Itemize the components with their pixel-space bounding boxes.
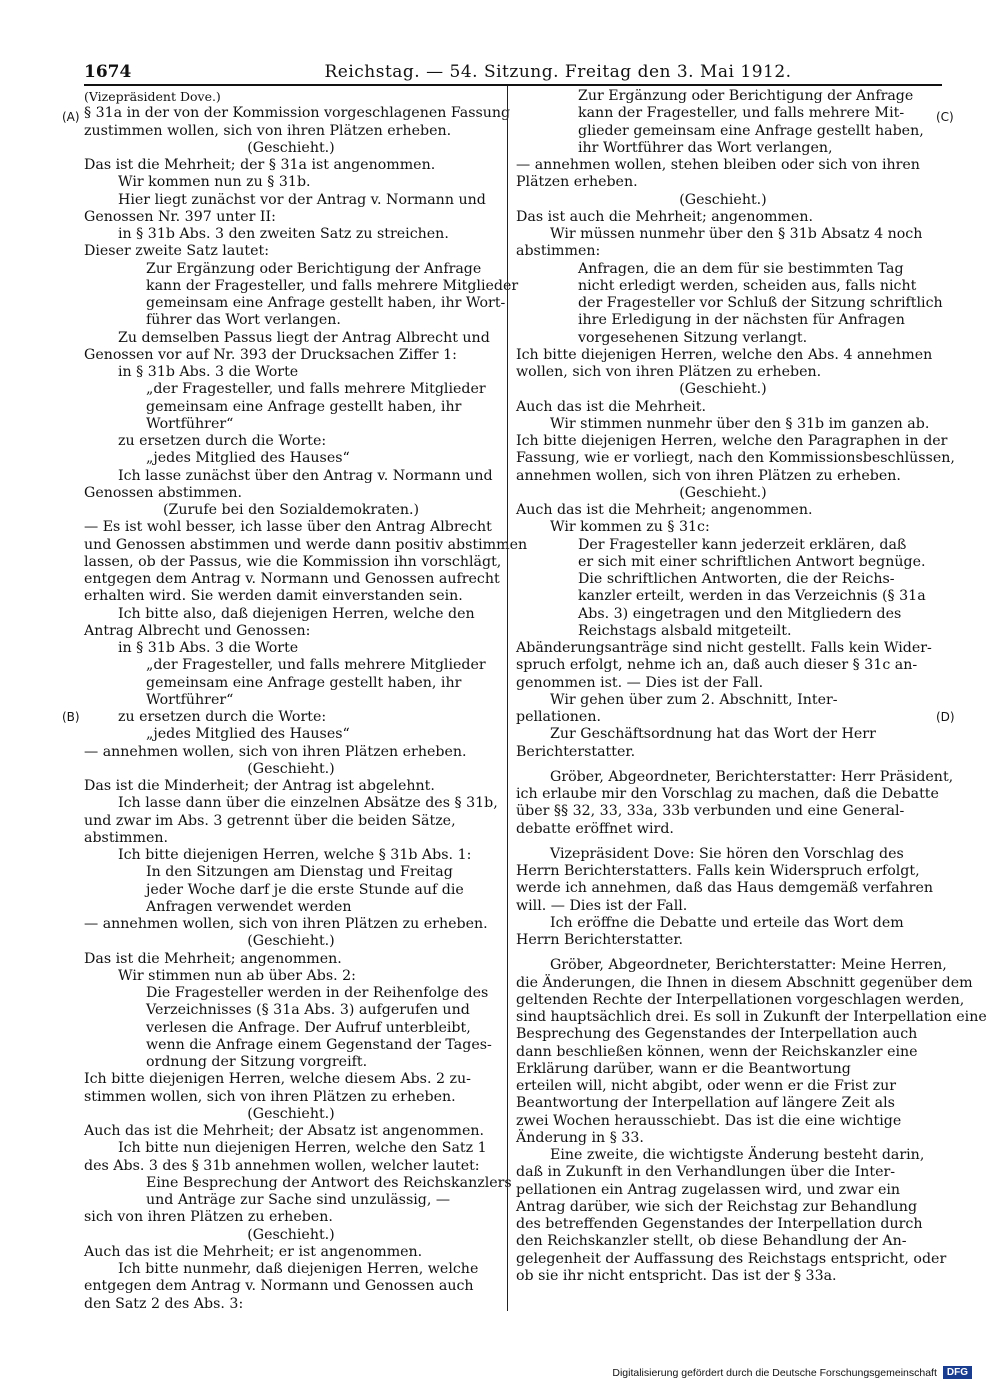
text-line: „jedes Mitglied des Hauses“ (146, 450, 350, 467)
text-line: den Satz 2 des Abs. 3: (84, 1295, 244, 1312)
text-line (516, 949, 930, 957)
text-line: Wir stimmen nun ab über Abs. 2: (118, 967, 356, 984)
page-header (84, 52, 942, 82)
text-line: (Geschieht.) (679, 191, 767, 208)
text-line: kann der Fragesteller, und falls mehrere Mit- (578, 105, 905, 122)
text-line: ordnung der Sitzung vorgreift. (146, 1054, 368, 1070)
text-line: — annehmen wollen, stehen bleiben oder sich von ihren (516, 157, 920, 173)
text-line: Wir müssen nunmehr über den § 31b Absatz 4 noch (550, 226, 923, 242)
text-line: Der Fragesteller kann jederzeit erklären, daß (578, 536, 907, 553)
text-line (516, 838, 930, 846)
text-line: Das ist die Mehrheit; angenommen. (84, 950, 342, 967)
text-line: „jedes Mitglied des Hauses“ (146, 726, 350, 743)
text-line: vorgesehenen Sitzung verlangt. (578, 329, 808, 346)
text-line: (Geschieht.) (247, 1226, 335, 1243)
text-line: Zu demselben Passus liegt der Antrag Albrecht und (118, 329, 490, 346)
text-line: in § 31b Abs. 3 die Worte (118, 364, 299, 380)
text-line: Die schriftlichen Antworten, die der Reichs- (578, 571, 895, 587)
text-line: zustimmen wollen, sich von ihren Plätzen erheben. (84, 122, 452, 139)
text-line: Das ist die Minderheit; der Antrag ist abgelehnt. (84, 778, 435, 794)
text-line: und Anträge zur Sache sind unzulässig, — (146, 1192, 451, 1208)
dfg-logo: DFG (943, 1366, 972, 1379)
margin-marker-d: (D) (936, 710, 955, 724)
text-line: Eine zweite, die wichtigste Änderung besteht darin, (550, 1147, 925, 1163)
text-line: ihr Wortführer das Wort verlangen, (578, 139, 833, 156)
text-line: pellationen. (516, 709, 601, 725)
text-line: Ich bitte diejenigen Herren, welche den Abs. 4 annehmen (516, 346, 933, 363)
column-divider (507, 86, 508, 1311)
text-line: Gröber, Abgeordneter, Berichterstatter: Herr Präsident, (550, 768, 954, 785)
text-line: daß in Zukunft in den Verhandlungen über die Inter- (516, 1164, 896, 1181)
text-line: abstimmen. (84, 829, 169, 846)
text-line: Das ist die Mehrheit; der § 31a ist angenommen. (84, 157, 436, 173)
text-line: Vizepräsident Dove: Sie hören den Vorschlag des (550, 845, 904, 862)
text-line: Genossen vor auf Nr. 393 der Drucksachen Ziffer 1: (84, 346, 457, 363)
text-line: Antrag Albrecht und Genossen: (84, 622, 311, 639)
text-line: die Änderungen, die Ihnen in diesem Abschnitt gegenüber dem (516, 974, 973, 991)
text-line: Ich bitte nunmehr, daß diejenigen Herren, welche (118, 1261, 479, 1277)
footer-credit: Digitalisierung gefördert durch die Deutsche Forschungsgemeinschaft (612, 1366, 937, 1379)
text-line: Plätzen erheben. (516, 174, 638, 191)
text-line: (Geschieht.) (247, 933, 335, 950)
text-line: Verzeichnisses (§ 31a Abs. 3) aufgerufen und (146, 1002, 470, 1019)
text-line: (Zurufe bei den Sozialdemokraten.) (162, 502, 420, 518)
text-line: Berichterstatter. (516, 743, 636, 760)
text-line: wenn die Anfrage einem Gegenstand der Tages- (146, 1036, 492, 1053)
page-number: 1674 (84, 62, 132, 82)
text-line: gemeinsam eine Anfrage gestellt haben, ihr (146, 398, 462, 415)
text-line: — Es ist wohl besser, ich lasse über den Antrag Albrecht (84, 519, 492, 536)
footer (612, 1366, 972, 1379)
text-line: Ich bitte diejenigen Herren, welche diesem Abs. 2 zu- (84, 1071, 471, 1088)
text-line: zwei Wochen herausschiebt. Das ist die eine wichtige (516, 1112, 902, 1129)
text-line: In den Sitzungen am Dienstag und Freitag (146, 864, 453, 881)
text-line: Hier liegt zunächst vor der Antrag v. Normann und (118, 191, 486, 208)
text-line: wollen, sich von ihren Plätzen zu erheben. (516, 364, 822, 380)
text-line: Zur Ergänzung oder Berichtigung der Anfrage (146, 260, 482, 277)
text-line: gelegenheit der Auffassung des Reichstags entspricht, oder (516, 1250, 947, 1267)
text-line: nicht erledigt werden, scheiden aus, falls nicht (578, 277, 917, 294)
text-line: zu ersetzen durch die Worte: (118, 433, 327, 449)
text-line: in § 31b Abs. 3 die Worte (118, 640, 299, 656)
header-rule (84, 84, 942, 86)
text-line: Ich lasse zunächst über den Antrag v. Normann und (118, 467, 493, 484)
text-line: ob sie ihr nicht entspricht. Das ist der § 33a. (516, 1267, 837, 1284)
text-line: Wir kommen zu § 31c: (550, 519, 710, 536)
text-line: Ich bitte diejenigen Herren, welche den Paragraphen in der (516, 433, 948, 449)
text-line: Wir kommen nun zu § 31b. (118, 174, 311, 191)
text-line: Besprechung des Gegenstandes der Interpellation auch (516, 1026, 918, 1043)
text-line: Ich eröffne die Debatte und erteile das Wort dem (550, 914, 904, 931)
text-line: Ich bitte also, daß diejenigen Herren, welche den (118, 605, 475, 622)
text-line: Erklärung darüber, wann er die Beantwortung (516, 1060, 851, 1077)
margin-marker-c: (C) (936, 110, 954, 124)
text-line: des Abs. 3 des § 31b annehmen wollen, welcher lautet: (84, 1157, 480, 1174)
text-line: spruch erfolgt, nehme ich an, daß auch dieser § 31c an- (516, 657, 918, 674)
text-line: Genossen Nr. 397 unter II: (84, 208, 276, 225)
text-line: und zwar im Abs. 3 getrennt über die beiden Sätze, (84, 812, 456, 829)
text-line: entgegen dem Antrag v. Normann und Genossen aufrecht (84, 571, 500, 587)
margin-marker-a: (A) (62, 110, 80, 124)
text-line: (Vizepräsident Dove.) (84, 89, 221, 104)
text-line: Wir stimmen nunmehr über den § 31b im ganzen ab. (550, 415, 930, 432)
text-line (516, 761, 930, 769)
text-line: annehmen wollen, sich von ihren Plätzen zu erheben. (516, 467, 901, 484)
text-line: „der Fragesteller, und falls mehrere Mitglieder (146, 381, 486, 398)
text-line: Abs. 3) eingetragen und den Mitgliedern des (578, 605, 902, 622)
text-line: Fassung, wie er vorliegt, nach den Kommissionsbeschlüssen, (516, 450, 955, 467)
text-line: Genossen abstimmen. (84, 484, 243, 501)
text-line: abstimmen: (516, 243, 601, 260)
text-line: zu ersetzen durch die Worte: (118, 709, 327, 725)
text-line: geltenden Rechte der Interpellationen vorgeschlagen werden, (516, 991, 965, 1008)
text-line: der Fragesteller vor Schluß der Sitzung schriftlich (578, 295, 943, 311)
text-line: dann beschließen können, wenn der Reichskanzler eine (516, 1043, 918, 1060)
text-line: — annehmen wollen, sich von ihren Plätzen erheben. (84, 743, 467, 760)
text-line: Wir gehen über zum 2. Abschnitt, Inter- (550, 691, 838, 708)
text-line: Änderung in § 33. (516, 1129, 644, 1146)
text-line: Wortführer“ (146, 415, 234, 432)
text-line: jeder Woche darf je die erste Stunde auf die (146, 881, 464, 898)
text-line: erteilen will, nicht abgibt, oder wenn er die Frist zur (516, 1078, 897, 1094)
text-line: Auch das ist die Mehrheit; angenommen. (516, 502, 813, 518)
text-line: führer das Wort verlangen. (146, 312, 341, 329)
text-line: (Geschieht.) (247, 1105, 335, 1122)
right-column (516, 88, 987, 1285)
text-line: Anfragen verwendet werden (146, 898, 352, 915)
text-line: den Reichskanzler stellt, ob diese Behandlung der An- (516, 1233, 907, 1250)
text-line: Die Fragesteller werden in der Reihenfolge des (146, 985, 489, 1001)
text-line: Herrn Berichterstatter. (516, 932, 684, 948)
text-line: Zur Geschäftsordnung hat das Wort der Herr (550, 726, 876, 743)
text-line: er sich mit einer schriftlichen Antwort begnüge. (578, 553, 926, 570)
text-line: glieder gemeinsam eine Anfrage gestellt haben, (578, 122, 924, 139)
text-line: Zur Ergänzung oder Berichtigung der Anfrage (578, 88, 914, 104)
text-line: sich von ihren Plätzen zu erheben. (84, 1209, 333, 1226)
text-line: Auch das ist die Mehrheit; er ist angenommen. (84, 1243, 423, 1260)
text-line: sind hauptsächlich drei. Es soll in Zukunft der Interpellation eine (516, 1009, 987, 1025)
text-line: lassen, ob der Passus, wie die Kommission ihn vorschlägt, (84, 553, 502, 570)
text-line: stimmen wollen, sich von ihren Plätzen zu erheben. (84, 1088, 456, 1105)
text-line: kanzler erteilt, werden in das Verzeichnis (§ 31a (578, 588, 926, 605)
text-line: Antrag darüber, wie sich der Reichstag zur Behandlung (516, 1198, 918, 1215)
text-line: (Geschieht.) (679, 381, 767, 398)
text-line: (Geschieht.) (247, 760, 335, 777)
text-line: (Geschieht.) (679, 484, 767, 501)
text-line: Dieser zweite Satz lautet: (84, 243, 270, 260)
text-line: Auch das ist die Mehrheit; der Absatz ist angenommen. (84, 1123, 485, 1139)
text-line: werde ich annehmen, daß das Haus demgemäß verfahren (516, 880, 933, 897)
text-line: erhalten wird. Sie werden damit einverstanden sein. (84, 588, 463, 605)
text-line: des betreffenden Gegenstandes der Interpellation durch (516, 1216, 923, 1232)
text-line: Wortführer“ (146, 691, 234, 708)
margin-marker-b: (B) (62, 710, 80, 724)
text-line: Ich bitte diejenigen Herren, welche § 31b Abs. 1: (118, 847, 472, 863)
left-column (84, 88, 528, 1313)
text-line: kann der Fragesteller, und falls mehrere Mitglieder (146, 277, 519, 294)
text-line: verlesen die Anfrage. Der Aufruf unterbleibt, (146, 1019, 471, 1036)
text-line: entgegen dem Antrag v. Normann und Genossen auch (84, 1278, 474, 1295)
text-line: Eine Besprechung der Antwort des Reichskanzlers (146, 1174, 512, 1191)
text-line: genommen ist. — Dies ist der Fall. (516, 674, 764, 691)
text-line: gemeinsam eine Anfrage gestellt haben, ihr Wort- (146, 295, 506, 311)
text-line: gemeinsam eine Anfrage gestellt haben, ihr (146, 674, 462, 691)
text-line: — annehmen wollen, sich von ihren Plätzen zu erheben. (84, 916, 488, 932)
text-line: ihre Erledigung in der nächsten für Anfragen (578, 312, 905, 329)
text-line: pellationen ein Antrag zugelassen wird, und zwar ein (516, 1181, 901, 1198)
text-line: und Genossen abstimmen und werde dann positiv abstimmen (84, 536, 528, 553)
text-line: Beantwortung der Interpellation auf längere Zeit als (516, 1095, 895, 1112)
text-line: Herrn Berichterstatters. Falls kein Widerspruch erfolgt, (516, 863, 920, 879)
text-line: Gröber, Abgeordneter, Berichterstatter: Meine Herren, (550, 957, 947, 974)
text-line: Abänderungsanträge sind nicht gestellt. Falls kein Wider- (516, 640, 932, 656)
text-line: Ich bitte nun diejenigen Herren, welche den Satz 1 (118, 1140, 487, 1157)
text-line: in § 31b Abs. 3 den zweiten Satz zu streichen. (118, 226, 449, 242)
text-line: § 31a in der von der Kommission vorgeschlagenen Fassung (84, 105, 511, 122)
text-line: über §§ 32, 33, 33a, 33b verbunden und eine General- (516, 803, 905, 820)
running-title: Reichstag. — 54. Sitzung. Freitag den 3. Mai 1912. (324, 62, 792, 82)
text-line: will. — Dies ist der Fall. (516, 897, 688, 914)
text-line: Anfragen, die an dem für sie bestimmten Tag (578, 260, 904, 277)
text-line: Auch das ist die Mehrheit. (516, 398, 706, 415)
text-line: Ich lasse dann über die einzelnen Absätze des § 31b, (118, 795, 498, 812)
text-line: (Geschieht.) (247, 139, 335, 156)
text-line: Reichstags alsbald mitgeteilt. (578, 622, 792, 639)
text-line: ich erlaube mir den Vorschlag zu machen, daß die Debatte (516, 786, 939, 802)
text-line: debatte eröffnet wird. (516, 820, 674, 837)
text-line: Das ist auch die Mehrheit; angenommen. (516, 208, 813, 225)
text-line: „der Fragesteller, und falls mehrere Mitglieder (146, 657, 486, 674)
